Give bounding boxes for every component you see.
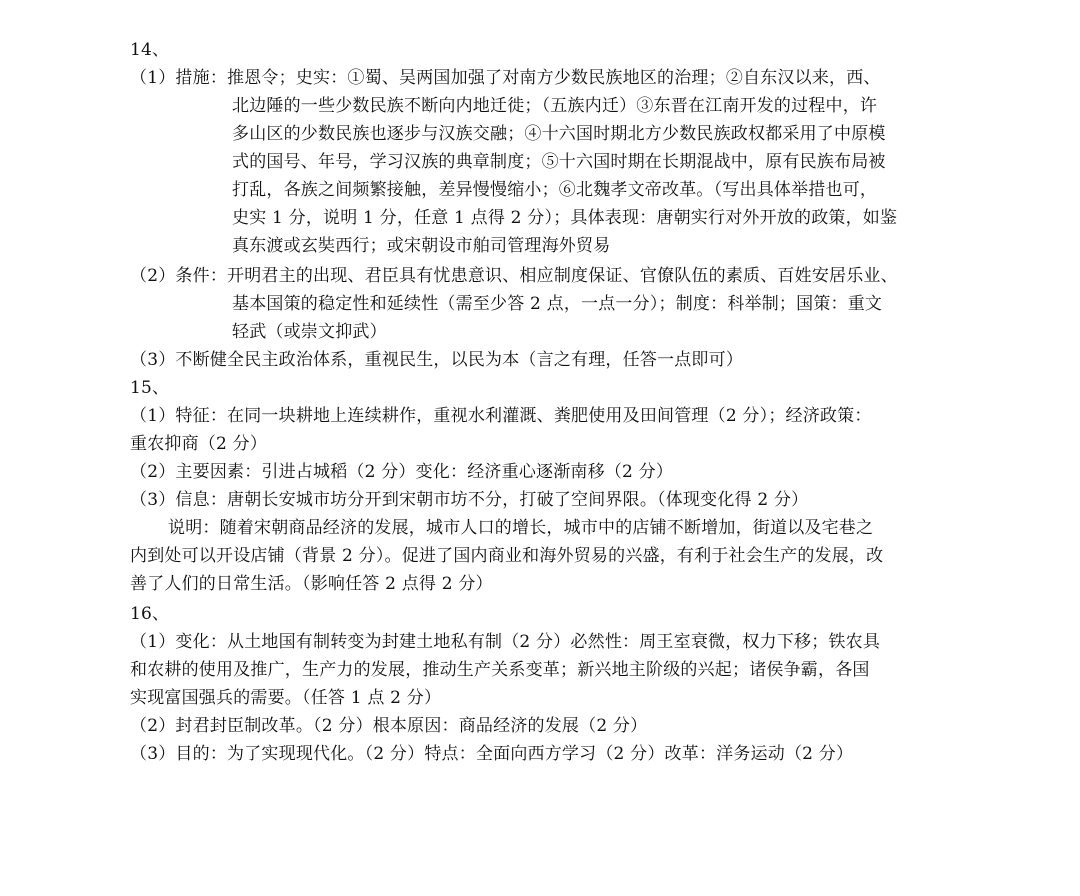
q14-part1-line3: 多山区的少数民族也逐步与汉族交融；④十六国时期北方少数民族政权都采用了中原模	[232, 124, 886, 144]
question-16-number: 16、	[130, 604, 170, 624]
question-15-number: 15、	[130, 378, 170, 398]
q14-part2-line1: （2）条件：开明君主的出现、君臣具有忧患意识、相应制度保证、官僚队伍的素质、百姓安居乐业、	[130, 266, 898, 286]
q15-part3-line2: 说明：随着宋朝商品经济的发展，城市人口的增长，城市中的店铺不断增加，街道以及宅巷之	[168, 518, 874, 538]
q14-part1-line4: 式的国号、年号，学习汉族的典章制度；⑤十六国时期在长期混战中，原有民族布局被	[232, 152, 886, 172]
q16-part1-line3: 实现富国强兵的需要。（任答 1 点 2 分）	[130, 688, 442, 708]
q14-part1-line5: 打乱，各族之间频繁接触，差异慢慢缩小；⑥北魏孝文帝改革。（写出具体举措也可，	[232, 180, 878, 200]
q16-part3-line1: （3）目的：为了实现现代化。（2 分）特点：全面向西方学习（2 分）改革：洋务运动（2 分）	[130, 744, 854, 764]
question-14-number: 14、	[130, 40, 170, 60]
q16-part1-line2: 和农耕的使用及推广，生产力的发展，推动生产关系变革；新兴地主阶级的兴起；诸侯争霸，各国	[130, 660, 870, 680]
q14-part1-line1: （1）措施：推恩令；史实：①蜀、吴两国加强了对南方少数民族地区的治理；②自东汉以来，西、	[130, 68, 881, 88]
q15-part1-line2: 重农抑商（2 分）	[130, 434, 268, 454]
q16-part2-line1: （2）封君封臣制改革。（2 分）根本原因：商品经济的发展（2 分）	[130, 716, 648, 736]
q14-part2-line2: 基本国策的稳定性和延续性（需至少答 2 点，一点一分）；制度：科举制；国策：重文	[232, 294, 883, 314]
q15-part3-line3: 内到处可以开设店铺（背景 2 分）。促进了国内商业和海外贸易的兴盛，有利于社会生产的发展，改	[130, 546, 884, 566]
q14-part1-line7: 真东渡或玄奘西行；或宋朝设市舶司管理海外贸易	[232, 236, 611, 256]
q14-part2-line3: 轻武（或崇文抑武）	[232, 322, 387, 342]
q15-part1-line1: （1）特征：在同一块耕地上连续耕作，重视水利灌溉、粪肥使用及田间管理（2 分）；经济政策：	[130, 406, 872, 426]
q14-part3-line1: （3）不断健全民主政治体系，重视民生，以民为本（言之有理，任答一点即可）	[130, 350, 744, 370]
q15-part3-line4: 善了人们的日常生活。（影响任答 2 点得 2 分）	[130, 574, 493, 594]
q15-part3-line1: （3）信息：唐朝长安城市坊分开到宋朝市坊不分，打破了空间界限。（体现变化得 2 分）	[130, 490, 809, 510]
q14-part1-line2: 北边陲的一些少数民族不断向内地迁徙；（五族内迁）③东晋在江南开发的过程中，许	[232, 96, 878, 116]
q14-part1-line6: 史实 1 分，说明 1 分，任意 1 点得 2 分）；具体表现：唐朝实行对外开放的政策，如鉴	[232, 208, 898, 228]
q15-part2-line1: （2）主要因素：引进占城稻（2 分）变化：经济重心逐渐南移（2 分）	[130, 462, 674, 482]
q16-part1-line1: （1）变化：从土地国有制转变为封建土地私有制（2 分）必然性：周王室衰微，权力下移；铁农具	[130, 632, 881, 652]
